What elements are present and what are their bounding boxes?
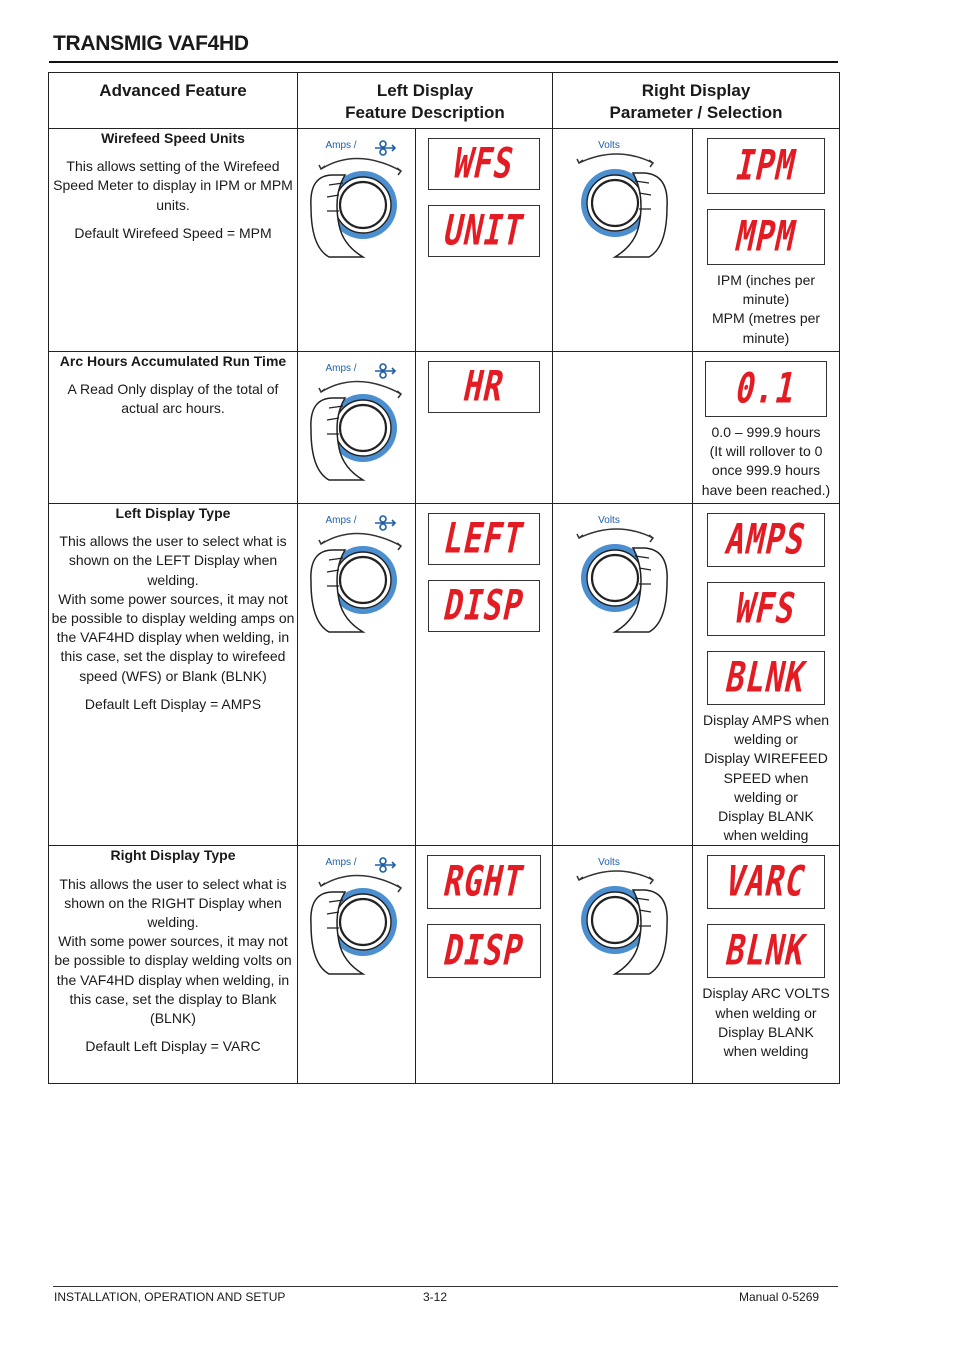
volts-knob-cell xyxy=(553,129,693,352)
header-advanced-feature: Advanced Feature xyxy=(49,73,298,129)
volts-knob-icon xyxy=(569,852,677,978)
lcd-display: AMPS xyxy=(707,513,825,567)
lcd-display: BLNK xyxy=(707,651,825,705)
lcd-display: DISP xyxy=(428,580,540,632)
left-display-cell xyxy=(416,846,553,1084)
left-display-cell xyxy=(416,504,553,846)
feature-title: Arc Hours Accumulated Run Time xyxy=(59,353,287,369)
page-title: TRANSMIG VAF4HD xyxy=(53,32,249,55)
left-display-cell xyxy=(416,352,553,504)
amps-knob-cell xyxy=(298,846,416,1084)
svg-text:Amps /: Amps / xyxy=(324,363,357,374)
table-header-row xyxy=(49,73,840,129)
header-right-display: Right Display Parameter / Selection xyxy=(553,73,840,129)
volts-knob-cell xyxy=(553,846,693,1084)
title-rule xyxy=(49,61,838,63)
lcd-display: MPM xyxy=(707,209,825,265)
page-number: 3-12 xyxy=(423,1290,448,1304)
volts-knob-cell xyxy=(553,504,693,846)
amps-knob-cell xyxy=(298,352,416,504)
footer-section: INSTALLATION, OPERATION AND SETUP xyxy=(54,1290,286,1304)
right-display-cell xyxy=(693,846,840,1084)
feature-description: Arc Hours Accumulated Run Time A Read Only display of the total of actual arc hours. xyxy=(49,352,298,504)
volts-knob-icon xyxy=(569,135,677,261)
amps-knob-icon xyxy=(303,510,411,636)
svg-text:Amps /: Amps / xyxy=(324,515,357,526)
feature-description: Right Display Type This allows the user to select what is shown on the RIGHT Display when welding. With some power sources, it may not be possible to display welding volts on the VAF4HD display when welding, in this case, set the display to Blank (BLNK) Default Left Display = VARC xyxy=(49,846,298,1084)
lcd-display: WFS xyxy=(428,138,540,190)
feature-title: Left Display Type xyxy=(115,505,231,521)
table-row xyxy=(49,846,840,1084)
lcd-display: RGHT xyxy=(427,855,541,909)
lcd-display: WFS xyxy=(707,582,825,636)
amps-knob-cell xyxy=(298,129,416,352)
lcd-display: DISP xyxy=(427,924,541,978)
right-display-cell xyxy=(693,352,840,504)
footer-rule xyxy=(53,1286,838,1287)
svg-text:Amps /: Amps / xyxy=(324,140,357,151)
volts-knob-icon xyxy=(569,510,677,636)
right-display-cell xyxy=(693,504,840,846)
lcd-display: UNIT xyxy=(428,205,540,257)
table-row xyxy=(49,504,840,846)
amps-knob-icon xyxy=(303,135,411,261)
right-display-note: Display ARC VOLTS when welding or Display BLANK when welding xyxy=(702,985,830,1060)
feature-title: Right Display Type xyxy=(110,847,236,864)
manual-number: Manual 0-5269 xyxy=(739,1290,820,1304)
svg-text:Volts: Volts xyxy=(597,140,620,151)
svg-text:Amps /: Amps / xyxy=(324,857,357,869)
left-display-cell xyxy=(416,129,553,352)
table-row xyxy=(49,352,840,504)
feature-description: Left Display Type This allows the user to select what is shown on the LEFT Display when welding. With some power sources, it may not be possible to display welding amps on the VAF4HD display when welding, in this case, set the display to wirefeed speed (WFS) or Blank (BLNK) Default Left Display = AMPS xyxy=(49,504,298,846)
empty-cell xyxy=(553,352,693,504)
lcd-display: LEFT xyxy=(428,513,540,565)
feature-description: Wirefeed Speed Units This allows setting of the Wirefeed Speed Meter to display in IPM or MPM units. Default Wirefeed Speed = MPM xyxy=(49,129,298,352)
right-display-note: Display AMPS when welding or Display WIREFEED SPEED when welding or Display BLANK when welding xyxy=(702,712,830,844)
right-display-note: 0.0 – 999.9 hours (It will rollover to 0 once 999.9 hours have been reached.) xyxy=(701,424,831,498)
advanced-features-table xyxy=(48,72,840,1084)
table-row xyxy=(49,129,840,352)
right-display-note: IPM (inches per minute) MPM (metres per minute) xyxy=(711,272,821,346)
amps-knob-icon xyxy=(303,358,411,484)
header-left-display: Left Display Feature Description xyxy=(298,73,553,129)
lcd-display: VARC xyxy=(707,855,825,909)
feature-title: Wirefeed Speed Units xyxy=(101,130,245,146)
lcd-display: 0.1 xyxy=(705,361,827,417)
lcd-display: HR xyxy=(428,361,540,413)
right-display-cell xyxy=(693,129,840,352)
amps-knob-icon xyxy=(303,852,411,978)
svg-text:Volts: Volts xyxy=(597,515,620,526)
amps-knob-cell xyxy=(298,504,416,846)
svg-text:Volts: Volts xyxy=(597,857,620,869)
lcd-display: BLNK xyxy=(707,924,825,978)
lcd-display: IPM xyxy=(707,138,825,194)
